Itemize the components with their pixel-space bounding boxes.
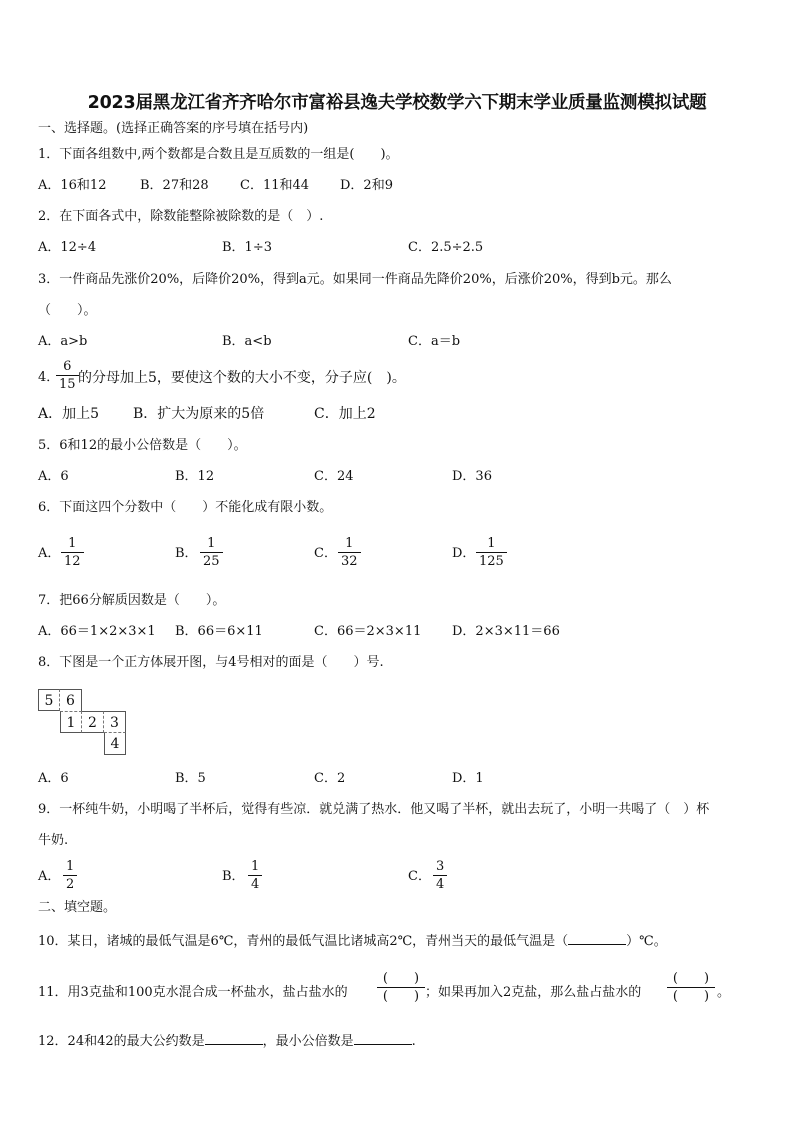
q5-option-d: D．36	[452, 469, 492, 484]
q9-option-b-label: B．	[222, 869, 245, 884]
fraction-denominator: 4	[251, 877, 260, 892]
section-heading-choice: 一、选择题。(选择正确答案的序号填在括号内)	[38, 121, 309, 136]
q7-option-b: B．66＝6×11	[175, 624, 263, 639]
q3-option-a: A．a>b	[38, 334, 88, 349]
cube-face-6: 6	[60, 689, 82, 711]
q9-option-c-label: C．	[408, 869, 431, 884]
fraction-numerator: 1	[68, 536, 77, 551]
fraction-denominator: 125	[479, 554, 504, 569]
q5-stem: 5．6和12的最小公倍数是（ ）。	[38, 438, 247, 453]
cube-face-5: 5	[38, 689, 60, 711]
q4-stem: 的分母加上5，要使这个数的大小不变，分子应( )。	[78, 370, 406, 386]
q7-option-c: C．66＝2×3×11	[314, 624, 422, 639]
q6-option-a-fraction	[61, 536, 84, 569]
q11-answer-fraction-1[interactable]	[377, 971, 425, 1004]
q9-option-b-fraction	[248, 859, 262, 892]
q7-option-d: D．2×3×11＝66	[452, 624, 560, 639]
q4-option-a: A．加上5	[38, 406, 100, 422]
fraction-numerator-blank[interactable]: ( )	[672, 971, 710, 986]
q2-stem: 2．在下面各式中，除数能整除被除数的是（ ）.	[38, 209, 324, 224]
fraction-numerator-blank[interactable]: ( )	[382, 971, 420, 986]
fraction-denominator: 12	[64, 554, 81, 569]
cube-face-3: 3	[104, 711, 126, 733]
section-heading-fill: 二、填空题。	[38, 900, 117, 915]
q1-option-a: A．16和12	[38, 178, 107, 193]
q6-stem: 6．下面这四个分数中（ ）不能化成有限小数。	[38, 500, 333, 515]
q10-line	[38, 932, 667, 950]
q7-option-a: A．66＝1×2×3×1	[38, 624, 156, 639]
page-title: 2023届黑龙江省齐齐哈尔市富裕县逸夫学校数学六下期末学业质量监测模拟试题	[87, 93, 707, 113]
q11-stem-b: ；如果再加入2克盐，那么盐占盐水的	[425, 985, 642, 1000]
fraction-numerator: 1	[207, 536, 216, 551]
fraction-numerator: 1	[66, 859, 75, 874]
q5-option-c: C．24	[314, 469, 354, 484]
q4-fraction-denominator: 15	[59, 377, 76, 392]
q10-stem-a: 10．某日，诸城的最低气温是6℃，青州的最低气温比诸城高2℃，青州当天的最低气温是（	[38, 934, 569, 949]
q12-gcd-blank[interactable]	[205, 1032, 263, 1045]
q4-number: 4．	[38, 370, 60, 385]
cube-face-2: 2	[82, 711, 104, 733]
q12-stem-b: ，最小公倍数是	[262, 1034, 354, 1049]
fraction-denominator: 2	[66, 877, 75, 892]
q2-option-b: B．1÷3	[222, 240, 272, 255]
q8-option-b: B．5	[175, 771, 206, 786]
q11-stem-a: 11．用3克盐和100克水混合成一杯盐水，盐占盐水的	[38, 985, 348, 1000]
q4-fraction-numerator: 6	[63, 359, 72, 374]
q3-stem-line2: （ ）。	[38, 303, 97, 318]
q11-stem-c: 。	[717, 985, 731, 1000]
q6-option-c-fraction	[338, 536, 361, 569]
q10-stem-b: ）℃。	[626, 934, 667, 949]
fraction-denominator-blank[interactable]: ( )	[672, 989, 710, 1004]
q11-answer-fraction-2[interactable]	[667, 971, 715, 1004]
q1-option-b: B．27和28	[140, 178, 209, 193]
q10-answer-blank[interactable]	[568, 932, 626, 945]
fraction-numerator: 1	[487, 536, 496, 551]
cube-face-1: 1	[60, 711, 82, 733]
q1-stem: 1．下面各组数中,两个数都是合数且是互质数的一组是( )。	[38, 147, 399, 162]
q6-option-d-fraction	[476, 536, 507, 569]
q6-option-c-label: C．	[314, 546, 337, 561]
fraction-denominator: 4	[436, 877, 445, 892]
q8-option-d: D．1	[452, 771, 484, 786]
cube-face-4: 4	[104, 733, 126, 755]
fraction-numerator: 1	[345, 536, 354, 551]
q1-option-c: C．11和44	[240, 178, 310, 193]
fraction-denominator: 25	[203, 554, 220, 569]
q12-line	[38, 1032, 416, 1050]
cube-net-diagram	[38, 689, 130, 755]
fraction-numerator: 3	[436, 859, 445, 874]
fraction-denominator: 32	[341, 554, 358, 569]
q12-lcm-blank[interactable]	[354, 1032, 412, 1045]
q9-option-a-label: A．	[38, 869, 61, 884]
q4-option-b: B．扩大为原来的5倍	[133, 406, 265, 422]
q7-stem: 7．把66分解质因数是（ ）。	[38, 593, 226, 608]
q2-option-c: C．2.5÷2.5	[408, 240, 484, 255]
fraction-denominator-blank[interactable]: ( )	[382, 989, 420, 1004]
q5-option-a: A．6	[38, 469, 69, 484]
q4-fraction	[56, 359, 79, 392]
q6-option-b-fraction	[200, 536, 223, 569]
q8-stem: 8．下图是一个正方体展开图，与4号相对的面是（ ）号.	[38, 655, 384, 670]
q3-option-c: C．a＝b	[408, 334, 461, 349]
q8-option-c: C．2	[314, 771, 346, 786]
q3-stem-line1: 3．一件商品先涨价20%，后降价20%，得到a元。如果同一件商品先降价20%，后涨价20%，得到b元。那么	[38, 272, 672, 287]
q9-option-c-fraction	[433, 859, 447, 892]
q8-option-a: A．6	[38, 771, 69, 786]
q12-stem-c: .	[411, 1034, 416, 1049]
q12-stem-a: 12．24和42的最大公约数是	[38, 1034, 205, 1049]
q5-option-b: B．12	[175, 469, 215, 484]
q6-option-d-label: D．	[452, 546, 476, 561]
q6-option-b-label: B．	[175, 546, 198, 561]
fraction-numerator: 1	[251, 859, 260, 874]
q4-option-c: C．加上2	[314, 406, 376, 422]
q9-stem-line1: 9．一杯纯牛奶，小明喝了半杯后，觉得有些凉．就兑满了热水．他又喝了半杯，就出去玩了，小明一共喝了（ ）杯	[38, 802, 710, 817]
q9-stem-line2: 牛奶.	[38, 833, 69, 848]
q1-option-d: D．2和9	[340, 178, 393, 193]
q9-option-a-fraction	[63, 859, 77, 892]
q3-option-b: B．a<b	[222, 334, 272, 349]
q6-option-a-label: A．	[38, 546, 61, 561]
q2-option-a: A．12÷4	[38, 240, 97, 255]
